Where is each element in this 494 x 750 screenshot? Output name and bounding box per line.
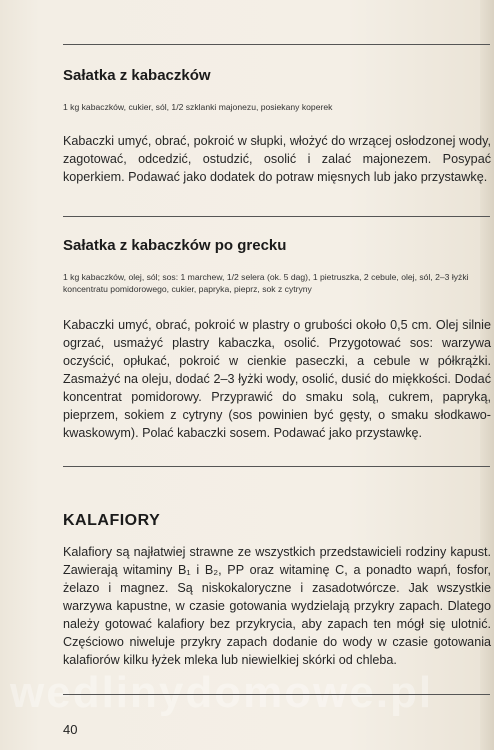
divider <box>63 44 490 45</box>
recipe-instructions-2: Kabaczki umyć, obrać, pokroić w plastry o grubości około 0,5 cm. Olej silnie ogrzać, usmażyć plastry kabaczka, osolić. Przygotować sos: warzywa oczyścić, opłukać, pokroić w cienkie paseczki, a cebule w półkrążki. Zasmażyć na oleju, dodać 2–3 łyżki wody, osolić, dusić do miękkości. Dodać koncentrat pomidorowy. Przyprawić do smaku solą, cukrem, papryką, pieprzem, sokiem z cytryny (sos powinien być gęsty, o smaku słodkawo-kwaskowym). Polać kabaczki sosem. Podawać jako przystawkę. <box>63 318 491 440</box>
chapter-intro: Kalafiory są najłatwiej strawne ze wszystkich przedstawicieli rodziny kapust. Zawierają witaminy B₁ i B₂, PP oraz witaminę C, a ponadto wapń, fosfor, żelazo i magnez. Są niskokaloryczne i zasadotwórcze. Jak wszystkie warzywa kapustne, w czasie gotowania wydzielają przykry zapach. Dlatego należy gotować kalafiory bez przykrycia, aby zapach ten mógł się ulotnić. Częściowo niweluje przykry zapach dodanie do wody w czasie gotowania kalafiorów kilku łyżek mleka lub niewielkiej skórki od chleba. <box>63 545 491 667</box>
divider <box>63 466 490 467</box>
recipe-title-1: Sałatka z kabaczków <box>63 67 211 84</box>
divider <box>63 216 490 217</box>
recipe-instructions-1: Kabaczki umyć, obrać, pokroić w słupki, włożyć do wrzącej osłodzonej wody, zagotować, odcedzić, ostudzić, osolić i zalać majonezem. Posypać koperkiem. Podawać jako dodatek do potraw mięsnych lub jako przystawkę. <box>63 134 491 184</box>
chapter-title: KALAFIORY <box>63 512 161 529</box>
recipe-ingredients-1: 1 kg kabaczków, cukier, sól, 1/2 szklanki majonezu, posiekany koperek <box>63 102 333 112</box>
recipe-ingredients-2: 1 kg kabaczków, olej, sól; sos: 1 marchew, 1/2 selera (ok. 5 dag), 1 pietruszka, 2 cebule, olej, sól, 2–3 łyżki koncentratu pomidorowego, cukier, papryka, pieprz, sok z cytryny <box>63 272 469 294</box>
page-number: 40 <box>63 722 78 737</box>
watermark: wedlinydomowe.pl <box>10 668 434 717</box>
recipe-title-2: Sałatka z kabaczków po grecku <box>63 237 287 254</box>
divider <box>63 694 490 695</box>
